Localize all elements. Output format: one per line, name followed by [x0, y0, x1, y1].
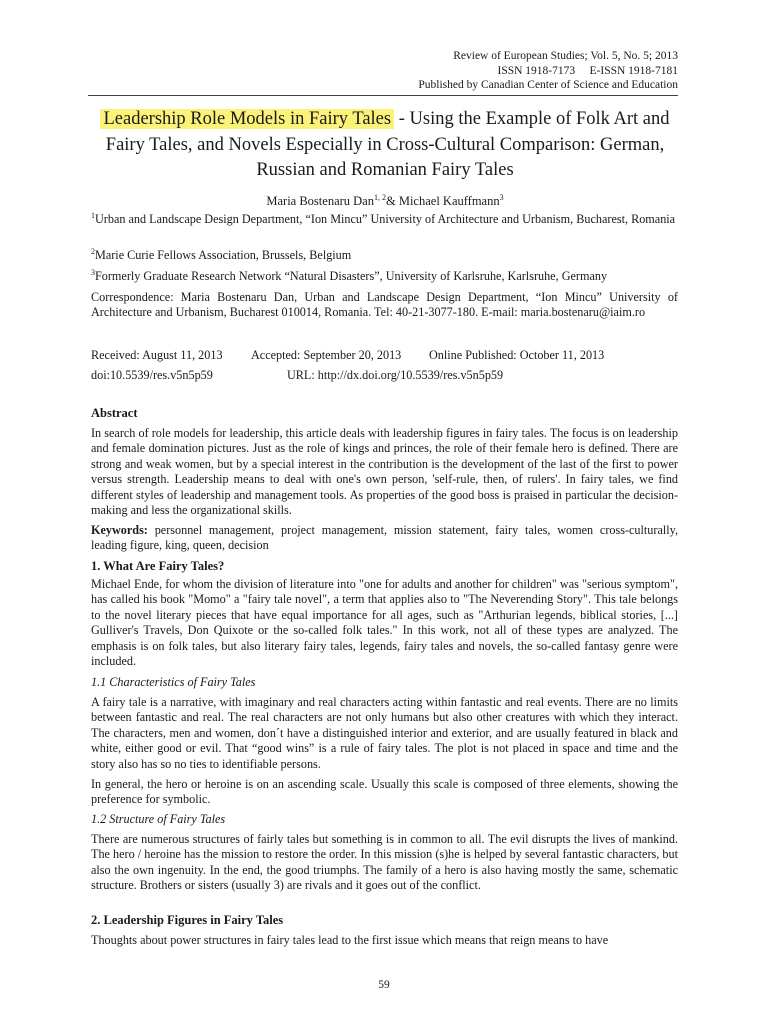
header-rule	[88, 95, 678, 96]
subsection-1-2-heading: 1.2 Structure of Fairy Tales	[91, 812, 226, 826]
affiliation-text: Marie Curie Fellows Association, Brussels, Belgium	[95, 248, 352, 262]
section-2-paragraph-1: Thoughts about power structures in fairy tales lead to the first issue which means that reign means to have	[91, 933, 609, 947]
publication-dates	[91, 346, 604, 385]
affiliation-text: Formerly Graduate Research Network “Natural Disasters”, University of Karlsruhe, Karlsruhe, Germany	[95, 269, 608, 283]
title-rest: - Using the Example of Folk Art and Fairy Tales, and Novels Especially in Cross-Cultural Comparison: German, Russian and Romanian Fairy Tales	[105, 109, 670, 180]
affiliation-3	[91, 269, 678, 284]
subsection-1-1-heading: 1.1 Characteristics of Fairy Tales	[91, 675, 256, 689]
author-line	[92, 194, 678, 209]
affiliation-1	[91, 212, 678, 227]
page-number: 59	[378, 979, 390, 991]
affiliation-number: 3	[91, 267, 95, 277]
abstract-text: In search of role models for leadership, this article deals with leadership figures in fairy tales. The focus is on leadership and female domination pictures. Just as the role of kings and princes, the role of their female hero is defined. There are strong and weak women, but by a special interest in the contribution is the development of the last of the first to power versus strength. Leadership means to deal with one's own person, 'self-rule, then, of rulers'. In fairy tales, we find different styles of leadership and management tools. As properties of the good boss is praised in particular the decision-making and less the organizational skills.	[91, 426, 678, 518]
journal-issn: ISSN 1918-7173 E-ISSN 1918-7181	[497, 64, 678, 77]
article-url[interactable]: URL: http://dx.doi.org/10.5539/res.v5n5p59	[287, 367, 504, 382]
section-1-paragraph-2: A fairy tale is a narrative, with imaginary and real characters acting within fantastic and real events. There are no limits between fantastic and real. The real characters are not only humans but also other creatures with which they interact. The characters, men and women, don´t have a distinguished interior and exterior, and are usually featured in black and white, either good or evil. That “good wins” is a rule of fairy tales. The plot is not placed in space and time and the story also has so no ties to identifiable persons.	[91, 695, 678, 771]
section-2-heading: 2. Leadership Figures in Fairy Tales	[91, 913, 284, 927]
section-1-heading: 1. What Are Fairy Tales?	[91, 559, 225, 573]
journal-publisher: Published by Canadian Center of Science and Education	[418, 79, 678, 91]
author-1: Maria Bostenaru Dan	[266, 194, 374, 208]
affiliation-number: 1	[91, 210, 95, 220]
accepted-date: Accepted: September 20, 2013	[251, 348, 402, 362]
affiliation-2	[91, 248, 678, 263]
abstract-heading: Abstract	[91, 406, 138, 420]
journal-volume: Review of European Studies; Vol. 5, No. 5; 2013	[453, 50, 678, 62]
author-2-sup: 3	[499, 192, 504, 202]
keywords	[91, 523, 678, 554]
correspondence: Correspondence: Maria Bostenaru Dan, Urban and Landscape Design Department, “Ion Mincu” University of Architecture and Urbanism, Bucharest 010014, Romania. Tel: 40-21-3077-180. E-mail: maria.bostenaru@iaim.ro	[91, 290, 678, 320]
section-1-paragraph-3: In general, the hero or heroine is on an ascending scale. Usually this scale is composed of three elements, showing the preference for symbolic.	[91, 777, 678, 807]
keywords-text: personnel management, project management, mission statement, fairy tales, women cross-culturally, leading figure, king, queen, decision	[91, 523, 678, 553]
author-separator: & Michael Kauffmann	[385, 194, 500, 208]
published-date: Online Published: October 11, 2013	[429, 348, 605, 362]
received-date: Received: August 11, 2013	[91, 348, 223, 362]
journal-header	[418, 49, 678, 93]
section-1-paragraph-1: Michael Ende, for whom the division of literature into "one for adults and another for children" was "serious symptom", has called his book "Momo" a "fairy tale novel", a term that applies also to "The Neverending Story". This tale belongs to the novel literary pieces that have equal importance for all ages, such as "Arthurian legends, biblical stories, [...] Gulliver's Travels, Don Quixote or the so-called folk tales." In this work, not all of these types are analyzed. The emphasis is on folk tales, but also literary fairy tales, legends, fairy tales and novels, the so-called fantasy genre were included.	[91, 577, 678, 669]
doi: doi:10.5539/res.v5n5p59	[91, 367, 213, 382]
title-highlight: Leadership Role Models in Fairy Tales	[100, 109, 394, 129]
author-1-sup: 1, 2	[373, 192, 386, 202]
keywords-label: Keywords:	[91, 523, 148, 537]
affiliation-number: 2	[91, 246, 95, 256]
affiliation-text: Urban and Landscape Design Department, “Ion Mincu” University of Architecture and Urbanism, Bucharest, Romania	[95, 212, 676, 226]
section-1-paragraph-4: There are numerous structures of fairly tales but something is in common to all. The evil disrupts the lives of mankind. The hero / heroine has the mission to restore the order. In this mission (s)he is helped by several fantastic characters, but also the own ingenuity. In the end, the good triumphs. The family of a hero is also having mostly the same, schematic structure. Brothers or sisters (usually 3) are rivals and it goes out of the conflict.	[91, 832, 678, 893]
paper-title	[92, 107, 678, 184]
